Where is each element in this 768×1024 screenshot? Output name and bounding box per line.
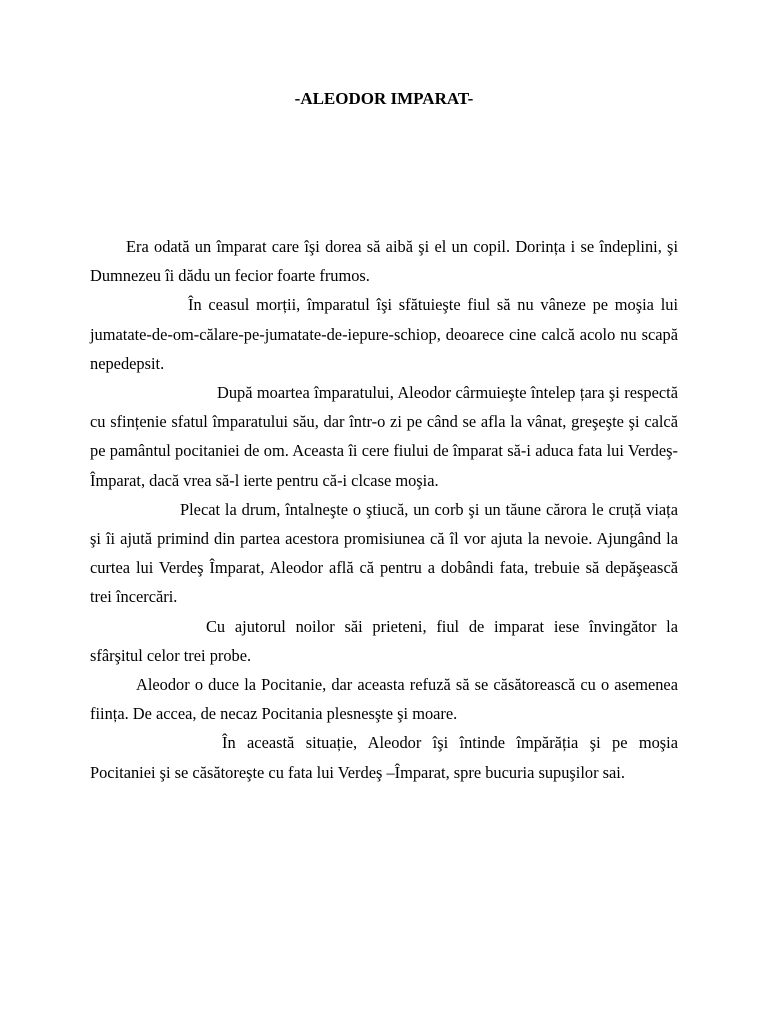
document-title: -ALEODOR IMPARAT-	[294, 89, 474, 108]
paragraph-2: În ceasul morții, împaratul îşi sfătuieşte fiul să nu vâneze pe moşia lui jumatate-de-om-călare-pe-jumatate-de-iepure-schiop, deoarece cine calcă acolo nu scapă nepedepsit.	[90, 295, 678, 373]
document-body	[90, 232, 678, 787]
paragraph-3: După moartea împaratului, Aleodor cârmuieşte întelep țara şi respectă cu sfințenie sfatul împaratului său, dar într-o zi pe când se afla la vânat, greşeşte şi calcă pe pamântul pocitaniei de om. Aceasta îi cere fiului de împarat să-i aduca fata lui Verdeş-Împarat, dacă vrea să-l ierte pentru că-i clcase moşia.	[90, 383, 678, 490]
paragraph-1: Era odată un împarat care îşi dorea să aibă şi el un copil. Dorința i se îndeplini, şi Dumnezeu îi dădu un fecior foarte frumos.	[90, 237, 678, 286]
paragraph-7: În această situație, Aleodor îşi întinde împărăția şi pe moşia Pocitaniei şi se căsătoreşte cu fata lui Verdeş –Împarat, spre bucuria supuşilor sai.	[90, 733, 678, 782]
paragraph-4: Plecat la drum, întalneşte o ştiucă, un corb şi un tăune cărora le cruță viața şi îi ajută primind din partea acestora promisiunea că îl vor ajuta la nevoie. Ajungând la curtea lui Verdeş Împarat, Aleodor află că pentru a dobândi fata, trebuie să depăşească trei încercări.	[90, 499, 678, 607]
paragraph-5: Cu ajutorul noilor săi prieteni, fiul de imparat iese învingător la sfârşitul celor trei probe.	[90, 616, 678, 665]
paragraph-6: Aleodor o duce la Pocitanie, dar aceasta refuză să se căsătorească cu o asemenea ființa. De accea, de necaz Pocitania plesnesşte şi moare.	[90, 675, 678, 724]
